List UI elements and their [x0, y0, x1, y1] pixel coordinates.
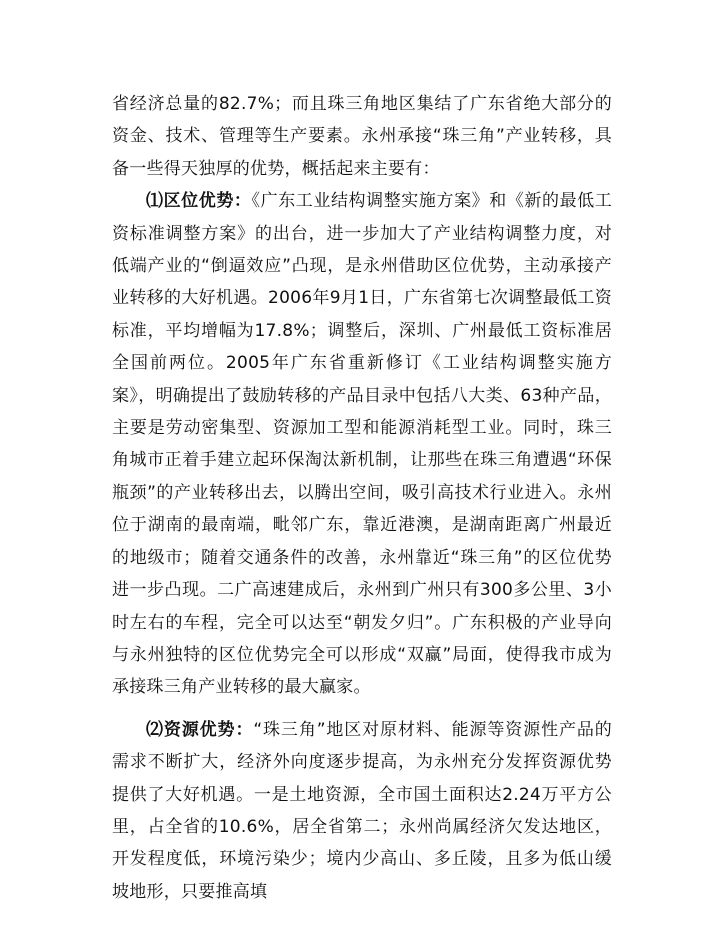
- paragraph-gap: [112, 704, 612, 714]
- resource-advantage-text: “珠三角”地区对原材料、能源等资源性产品的需求不断扩大，经济外向度逐步提高，为永州充分发挥资源优势提供了大好机遇。一是土地资源，全市国土面积达2.24万平方公里，占全省的10.6%，居全省第二；永州尚属经济欠发达地区，开发程度低，环境污染少；境内少高山、多丘陵，且多为低山缓坡地形，只要推高填: [112, 719, 612, 902]
- resource-advantage-paragraph: [112, 714, 612, 908]
- intro-paragraph: 省经济总量的82.7%；而且珠三角地区集结了广东省绝大部分的资金、技术、管理等生产要素。永州承接“珠三角”产业转移，具备一些得天独厚的优势，概括起来主要有：: [112, 94, 612, 179]
- document-page: [112, 88, 612, 908]
- location-advantage-paragraph: [112, 185, 612, 704]
- location-advantage-text: 《广东工业结构调整实施方案》和《新的最低工资标准调整方案》的出台，进一步加大了产业结构调整力度，对低端产业的“倒逼效应”凸现，是永州借助区位优势，主动承接产业转移的大好机遇。2006年9月1日，广东省第七次调整最低工资标准，平均增幅为17.8%；调整后，深圳、广州最低工资标准居全国前两位。2005年广东省重新修订《工业结构调整实施方案》，明确提出了鼓励转移的产品目录中包括八大类、63种产品，主要是劳动密集型、资源加工型和能源消耗型工业。同时，珠三角城市正着手建立起环保淘汰新机制，让那些在珠三角遭遇“环保瓶颈”的产业转移出去，以腾出空间，吸引高技术行业进入。永州位于湖南的最南端，毗邻广东，靠近港澳，是湖南距离广州最近的地级市；随着交通条件的改善，永州靠近“珠三角”的区位优势进一步凸现。二广高速建成后，永州到广州只有300多公里、3小时左右的车程，完全可以达至“朝发夕归”。广东积极的产业导向与永州独特的区位优势完全可以形成“双赢”局面，使得我市成为承接珠三角产业转移的最大赢家。: [112, 191, 613, 698]
- resource-advantage-label: ⑵资源优势：: [146, 719, 254, 740]
- location-advantage-label: ⑴区位优势：: [146, 191, 252, 212]
